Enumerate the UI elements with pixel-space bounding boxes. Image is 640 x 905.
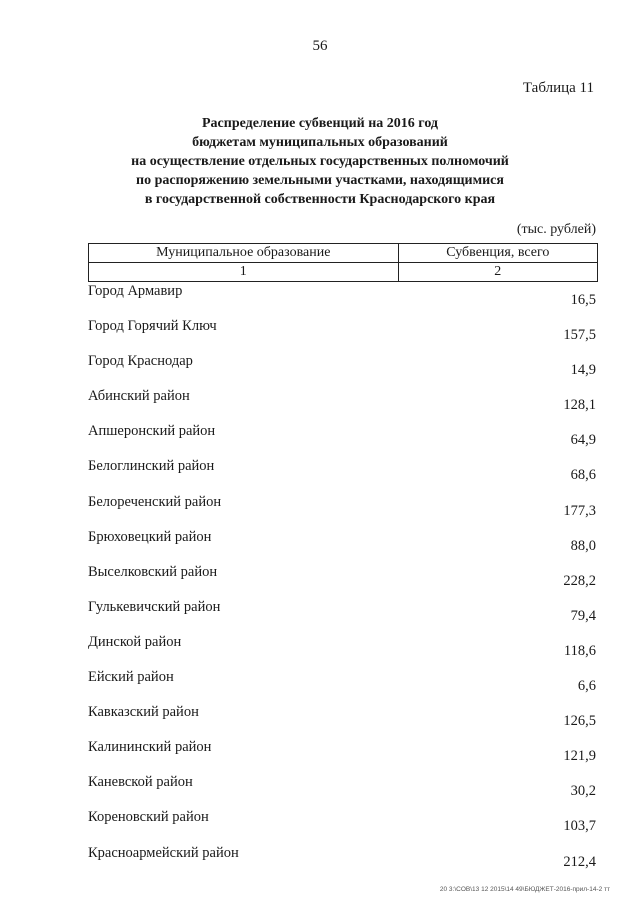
table-row bbox=[88, 564, 596, 599]
table-label: Таблица 11 bbox=[522, 80, 594, 96]
title-line: на осуществление отдельных государственных полномочий bbox=[131, 154, 509, 169]
subvention-value: 16,5 bbox=[570, 292, 596, 308]
table-row bbox=[88, 809, 596, 844]
page-number: 56 bbox=[312, 38, 328, 54]
subvention-value: 68,6 bbox=[570, 467, 596, 484]
subvention-value: 128,1 bbox=[563, 397, 596, 414]
table-row bbox=[88, 739, 596, 774]
municipality-name: Гулькевичский район bbox=[88, 598, 221, 615]
subvention-value: 64,9 bbox=[570, 432, 596, 449]
subvention-value: 177,3 bbox=[563, 502, 596, 519]
municipality-name: Кавказский район bbox=[88, 704, 199, 721]
column-number-2: 2 bbox=[398, 263, 597, 282]
table-row bbox=[88, 599, 596, 634]
table-row bbox=[88, 774, 596, 809]
subvention-value: 212,4 bbox=[563, 853, 596, 870]
municipality-name: Брюховецкий район bbox=[88, 528, 212, 545]
subvention-value: 30,2 bbox=[570, 783, 596, 800]
subvention-value: 228,2 bbox=[563, 572, 596, 589]
table-body bbox=[88, 283, 596, 880]
subvention-value: 88,0 bbox=[570, 537, 596, 554]
municipality-name: Белореченский район bbox=[88, 493, 222, 510]
table-row bbox=[88, 634, 596, 669]
municipality-name: Ейский район bbox=[88, 669, 174, 686]
municipality-name: Калининский район bbox=[88, 739, 212, 756]
subvention-value: 103,7 bbox=[563, 818, 596, 835]
header-subvention: Субвенция, всего bbox=[398, 244, 597, 263]
table-row bbox=[88, 318, 596, 353]
subvention-value: 157,5 bbox=[563, 327, 596, 344]
table-row bbox=[88, 845, 596, 880]
table-row bbox=[88, 388, 596, 423]
column-number-1: 1 bbox=[89, 263, 399, 282]
table-row bbox=[88, 529, 596, 564]
table-row bbox=[88, 669, 596, 704]
table-row bbox=[88, 494, 596, 529]
subvention-value: 126,5 bbox=[563, 713, 596, 730]
subvention-value: 79,4 bbox=[570, 607, 596, 624]
municipality-name: Выселковский район bbox=[88, 563, 218, 580]
table-row bbox=[88, 423, 596, 458]
municipality-name: Красноармейский район bbox=[88, 844, 239, 861]
subvention-value: 118,6 bbox=[563, 642, 596, 659]
subvention-value: 6,6 bbox=[577, 678, 596, 695]
table-row bbox=[88, 283, 596, 318]
title-line: бюджетам муниципальных образований bbox=[192, 135, 448, 150]
table-row bbox=[88, 458, 596, 493]
municipality-name: Город Горячий Ключ bbox=[88, 318, 217, 335]
table-row bbox=[88, 353, 596, 388]
title-line: по распоряжению земельными участками, находящимися bbox=[136, 173, 504, 188]
municipality-name: Город Краснодар bbox=[88, 353, 193, 370]
table-header bbox=[88, 243, 598, 282]
header-municipality: Муниципальное образование bbox=[89, 244, 399, 263]
municipality-name: Город Армавир bbox=[88, 283, 183, 299]
municipality-name: Динской район bbox=[88, 633, 182, 650]
subvention-value: 121,9 bbox=[563, 748, 596, 765]
subvention-value: 14,9 bbox=[570, 362, 596, 379]
municipality-name: Кореновский район bbox=[88, 809, 209, 826]
document-title bbox=[80, 114, 560, 209]
municipality-name: Абинский район bbox=[88, 388, 190, 405]
municipality-name: Каневской район bbox=[88, 774, 193, 791]
title-line: Распределение субвенций на 2016 год bbox=[202, 116, 438, 131]
title-line: в государственной собственности Краснодарского края bbox=[144, 192, 496, 207]
table-row bbox=[88, 704, 596, 739]
municipality-name: Белоглинский район bbox=[88, 458, 215, 475]
units-label: (тыс. рублей) bbox=[516, 222, 596, 237]
municipality-name: Апшеронский район bbox=[88, 423, 216, 440]
footer-path: 20 3:\COB\13 12 2015\14 49\БЮДЖЕТ-2016-прил-14-2 тт bbox=[439, 886, 610, 893]
